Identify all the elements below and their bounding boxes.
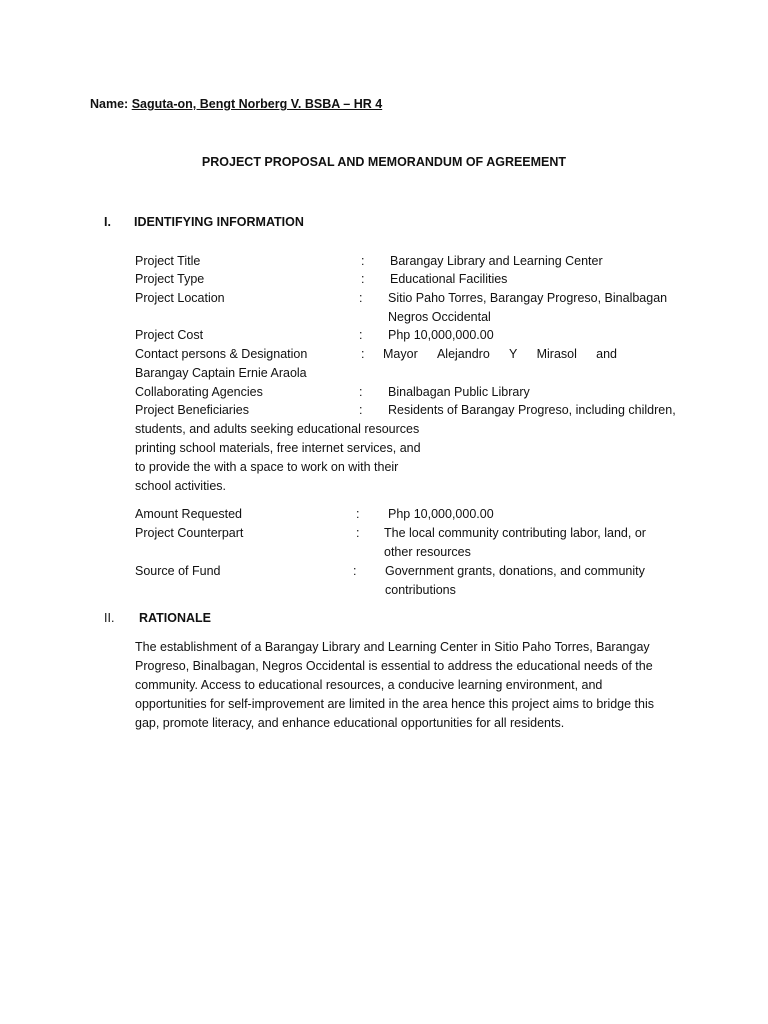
project-beneficiaries-label: Project Beneficiaries bbox=[135, 403, 249, 417]
source-of-fund-label: Source of Fund bbox=[135, 564, 221, 578]
project-cost-label: Project Cost bbox=[135, 328, 204, 342]
section-1-number: I. bbox=[104, 215, 111, 229]
project-beneficiaries-value: Residents of Barangay Progreso, including children, bbox=[388, 403, 676, 417]
project-type-label: Project Type bbox=[135, 272, 205, 286]
beneficiaries-cont-line: school activities. bbox=[135, 479, 227, 493]
project-type-colon: : bbox=[361, 272, 365, 286]
project-counterpart-colon: : bbox=[356, 526, 360, 540]
project-counterpart-value: The local community contributing labor, land, or bbox=[384, 526, 646, 540]
beneficiaries-cont-line: to provide the with a space to work on with their bbox=[135, 460, 399, 474]
project-location-value-cont: Negros Occidental bbox=[388, 310, 491, 324]
rationale-line: Progreso, Binalbagan, Negros Occidental is essential to address the educational needs of the bbox=[135, 659, 653, 673]
name-label: Name: bbox=[90, 97, 129, 111]
contact-persons-label: Contact persons & Designation bbox=[135, 347, 308, 361]
contact-word: and bbox=[596, 347, 617, 361]
rationale-line: The establishment of a Barangay Library and Learning Center in Sitio Paho Torres, Barangay bbox=[135, 640, 650, 654]
contact-persons-value bbox=[383, 345, 617, 364]
project-title-value: Barangay Library and Learning Center bbox=[390, 254, 603, 268]
beneficiaries-cont-line: printing school materials, free internet services, and bbox=[135, 441, 421, 455]
section-2-number: II. bbox=[104, 611, 115, 625]
collaborating-agencies-colon: : bbox=[359, 385, 363, 399]
section-1-title: IDENTIFYING INFORMATION bbox=[134, 215, 304, 229]
project-cost-value: Php 10,000,000.00 bbox=[388, 328, 494, 342]
project-counterpart-value-cont: other resources bbox=[384, 545, 471, 559]
project-location-value: Sitio Paho Torres, Barangay Progreso, Binalbagan bbox=[388, 291, 668, 305]
contact-word: Mayor bbox=[383, 347, 418, 361]
project-beneficiaries-colon: : bbox=[359, 403, 363, 417]
name-value: Saguta-on, Bengt Norberg V. BSBA – HR 4 bbox=[131, 97, 383, 111]
source-of-fund-value-cont: contributions bbox=[385, 583, 456, 597]
project-location-colon: : bbox=[359, 291, 363, 305]
collaborating-agencies-label: Collaborating Agencies bbox=[135, 385, 263, 399]
rationale-line: gap, promote literacy, and enhance educational opportunities for all residents. bbox=[135, 716, 565, 730]
collaborating-agencies-value: Binalbagan Public Library bbox=[388, 385, 530, 399]
project-type-value: Educational Facilities bbox=[390, 272, 508, 286]
amount-requested-colon: : bbox=[356, 507, 360, 521]
rationale-line: opportunities for self-improvement are limited in the area hence this project aims to bridge this bbox=[135, 697, 655, 711]
contact-persons-colon: : bbox=[361, 347, 365, 361]
contact-word: Y bbox=[509, 347, 518, 361]
amount-requested-label: Amount Requested bbox=[135, 507, 243, 521]
source-of-fund-colon: : bbox=[353, 564, 357, 578]
rationale-line: community. Access to educational resources, a conducive learning environment, and bbox=[135, 678, 603, 692]
amount-requested-value: Php 10,000,000.00 bbox=[388, 507, 494, 521]
project-title-label: Project Title bbox=[135, 254, 201, 268]
contact-word: Mirasol bbox=[536, 347, 577, 361]
beneficiaries-cont-line: students, and adults seeking educational resources bbox=[135, 422, 420, 436]
project-counterpart-label: Project Counterpart bbox=[135, 526, 244, 540]
project-title-colon: : bbox=[361, 254, 365, 268]
student-name-line bbox=[90, 95, 382, 114]
contact-word: Alejandro bbox=[436, 347, 490, 361]
contact-persons-value-cont: Barangay Captain Ernie Araola bbox=[135, 366, 307, 380]
document-title: PROJECT PROPOSAL AND MEMORANDUM OF AGREEMENT bbox=[201, 155, 567, 169]
project-cost-colon: : bbox=[359, 328, 363, 342]
source-of-fund-value: Government grants, donations, and community bbox=[385, 564, 645, 578]
project-location-label: Project Location bbox=[135, 291, 225, 305]
section-2-title: RATIONALE bbox=[139, 611, 211, 625]
